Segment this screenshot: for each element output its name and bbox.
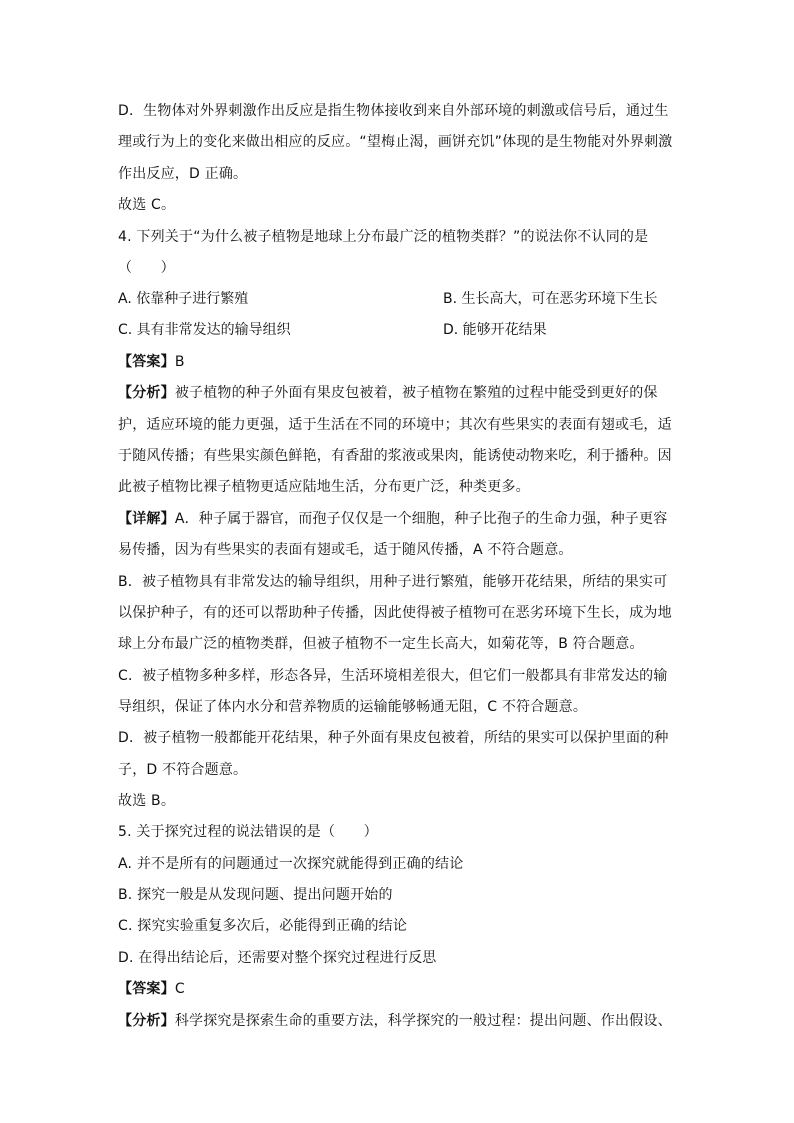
q4-analysis-line-4: 此被子植物比裸子植物更适应陆地生活，分布更广泛，种类更多。 [118, 479, 530, 495]
q5-analysis-tag: 【分析】 [118, 1013, 175, 1029]
q5-answer [118, 979, 678, 999]
q3-option-d-line-2: 理或行为上的变化来做出相应的反应。“望梅止渴，画饼充饥”体现的是生物能对外界刺激 [118, 134, 673, 150]
q5-answer-value: C [174, 981, 185, 997]
q5-option-d: D. 在得出结论后，还需要对整个探究过程进行反思 [118, 950, 437, 966]
q4-answer-value: B [174, 354, 185, 370]
q4-detail-line-7: 导组织，保证了体内水分和营养物质的运输能够畅通无阻，C 不符合题意。 [118, 699, 588, 715]
q4-detail-line-9: 子，D 不符合题意。 [118, 762, 248, 778]
q4-option-d: D. 能够开花结果 [443, 322, 547, 338]
q4-answer-tag: 【答案】 [118, 354, 175, 370]
q3-conclusion: 故选 C。 [118, 197, 176, 213]
q3-option-d-line-1: D．生物体对外界刺激作出反应是指生物体接收到来自外部环境的刺激或信号后，通过生 [118, 103, 669, 119]
q4-detail-line-3: B．被子植物具有非常发达的输导组织，用种子进行繁殖，能够开花结果，所结的果实可 [118, 574, 668, 590]
q4-detail-line-6: C．被子植物多种多样，形态各异，生活环境相差很大，但它们一般都具有非常发达的输 [118, 668, 668, 684]
q5-option-c: C. 探究实验重复多次后，必能得到正确的结论 [118, 918, 408, 934]
q4-detail-line-5: 球上分布最广泛的植物类群，但被子植物不一定生长高大，如菊花等，B 符合题意。 [118, 636, 644, 652]
q5-analysis-text-1: 科学探究是探索生命的重要方法，科学探究的一般过程：提出问题、作出假设、 [174, 1013, 672, 1029]
q5-analysis-line-1 [118, 1011, 678, 1031]
q4-detail-line-8: D．被子植物一般都能开花结果，种子外面有果皮包被着，所结的果实可以保护里面的种 [118, 730, 669, 746]
q4-option-b: B. 生长高大，可在恶劣环境下生长 [443, 291, 658, 307]
q4-stem: 4. 下列关于“为什么被子植物是地球上分布最广泛的植物类群？”的说法你不认同的是 [118, 229, 649, 245]
q4-detail-text-1: A．种子属于器官，而孢子仅仅是一个细胞，种子比孢子的生命力强，种子更容 [174, 511, 668, 527]
q4-conclusion: 故选 B。 [118, 793, 176, 809]
q4-option-a: A. 依靠种子进行繁殖 [118, 291, 249, 307]
q4-option-c: C. 具有非常发达的输导组织 [118, 322, 291, 338]
q4-detail-line-1 [118, 509, 678, 529]
q4-analysis-line-1 [118, 383, 678, 403]
q4-detail-line-4: 以保护种子，有的还可以帮助种子传播，因此使得被子植物可在恶劣环境下生长，成为地 [118, 605, 672, 621]
q5-option-a: A. 并不是所有的问题通过一次探究就能得到正确的结论 [118, 856, 464, 872]
q5-stem: 5. 关于探究过程的说法错误的是（ ） [118, 824, 378, 840]
q4-analysis-line-3: 于随风传播；有些果实颜色鲜艳，有香甜的浆液或果肉，能诱使动物来吃，利于播种。因 [118, 448, 672, 464]
q5-answer-tag: 【答案】 [118, 981, 175, 997]
q4-detail-line-2: 易传播，因为有些果实的表面有翅或毛，适于随风传播，A 不符合题意。 [118, 542, 573, 558]
q4-answer [118, 352, 678, 372]
q4-blank: （ ） [118, 260, 175, 276]
q4-analysis-text-1: 被子植物的种子外面有果皮包被着，被子植物在繁殖的过程中能受到更好的保 [174, 385, 658, 401]
q4-analysis-line-2: 护，适应环境的能力更强，适于生活在不同的环境中；其次有些果实的表面有翅或毛，适 [118, 417, 672, 433]
q4-analysis-tag: 【分析】 [118, 385, 175, 401]
q3-option-d-line-3: 作出反应，D 正确。 [118, 166, 248, 182]
q4-detail-tag: 【详解】 [118, 511, 175, 527]
q5-option-b: B. 探究一般是从发现问题、提出问题开始的 [118, 887, 393, 903]
